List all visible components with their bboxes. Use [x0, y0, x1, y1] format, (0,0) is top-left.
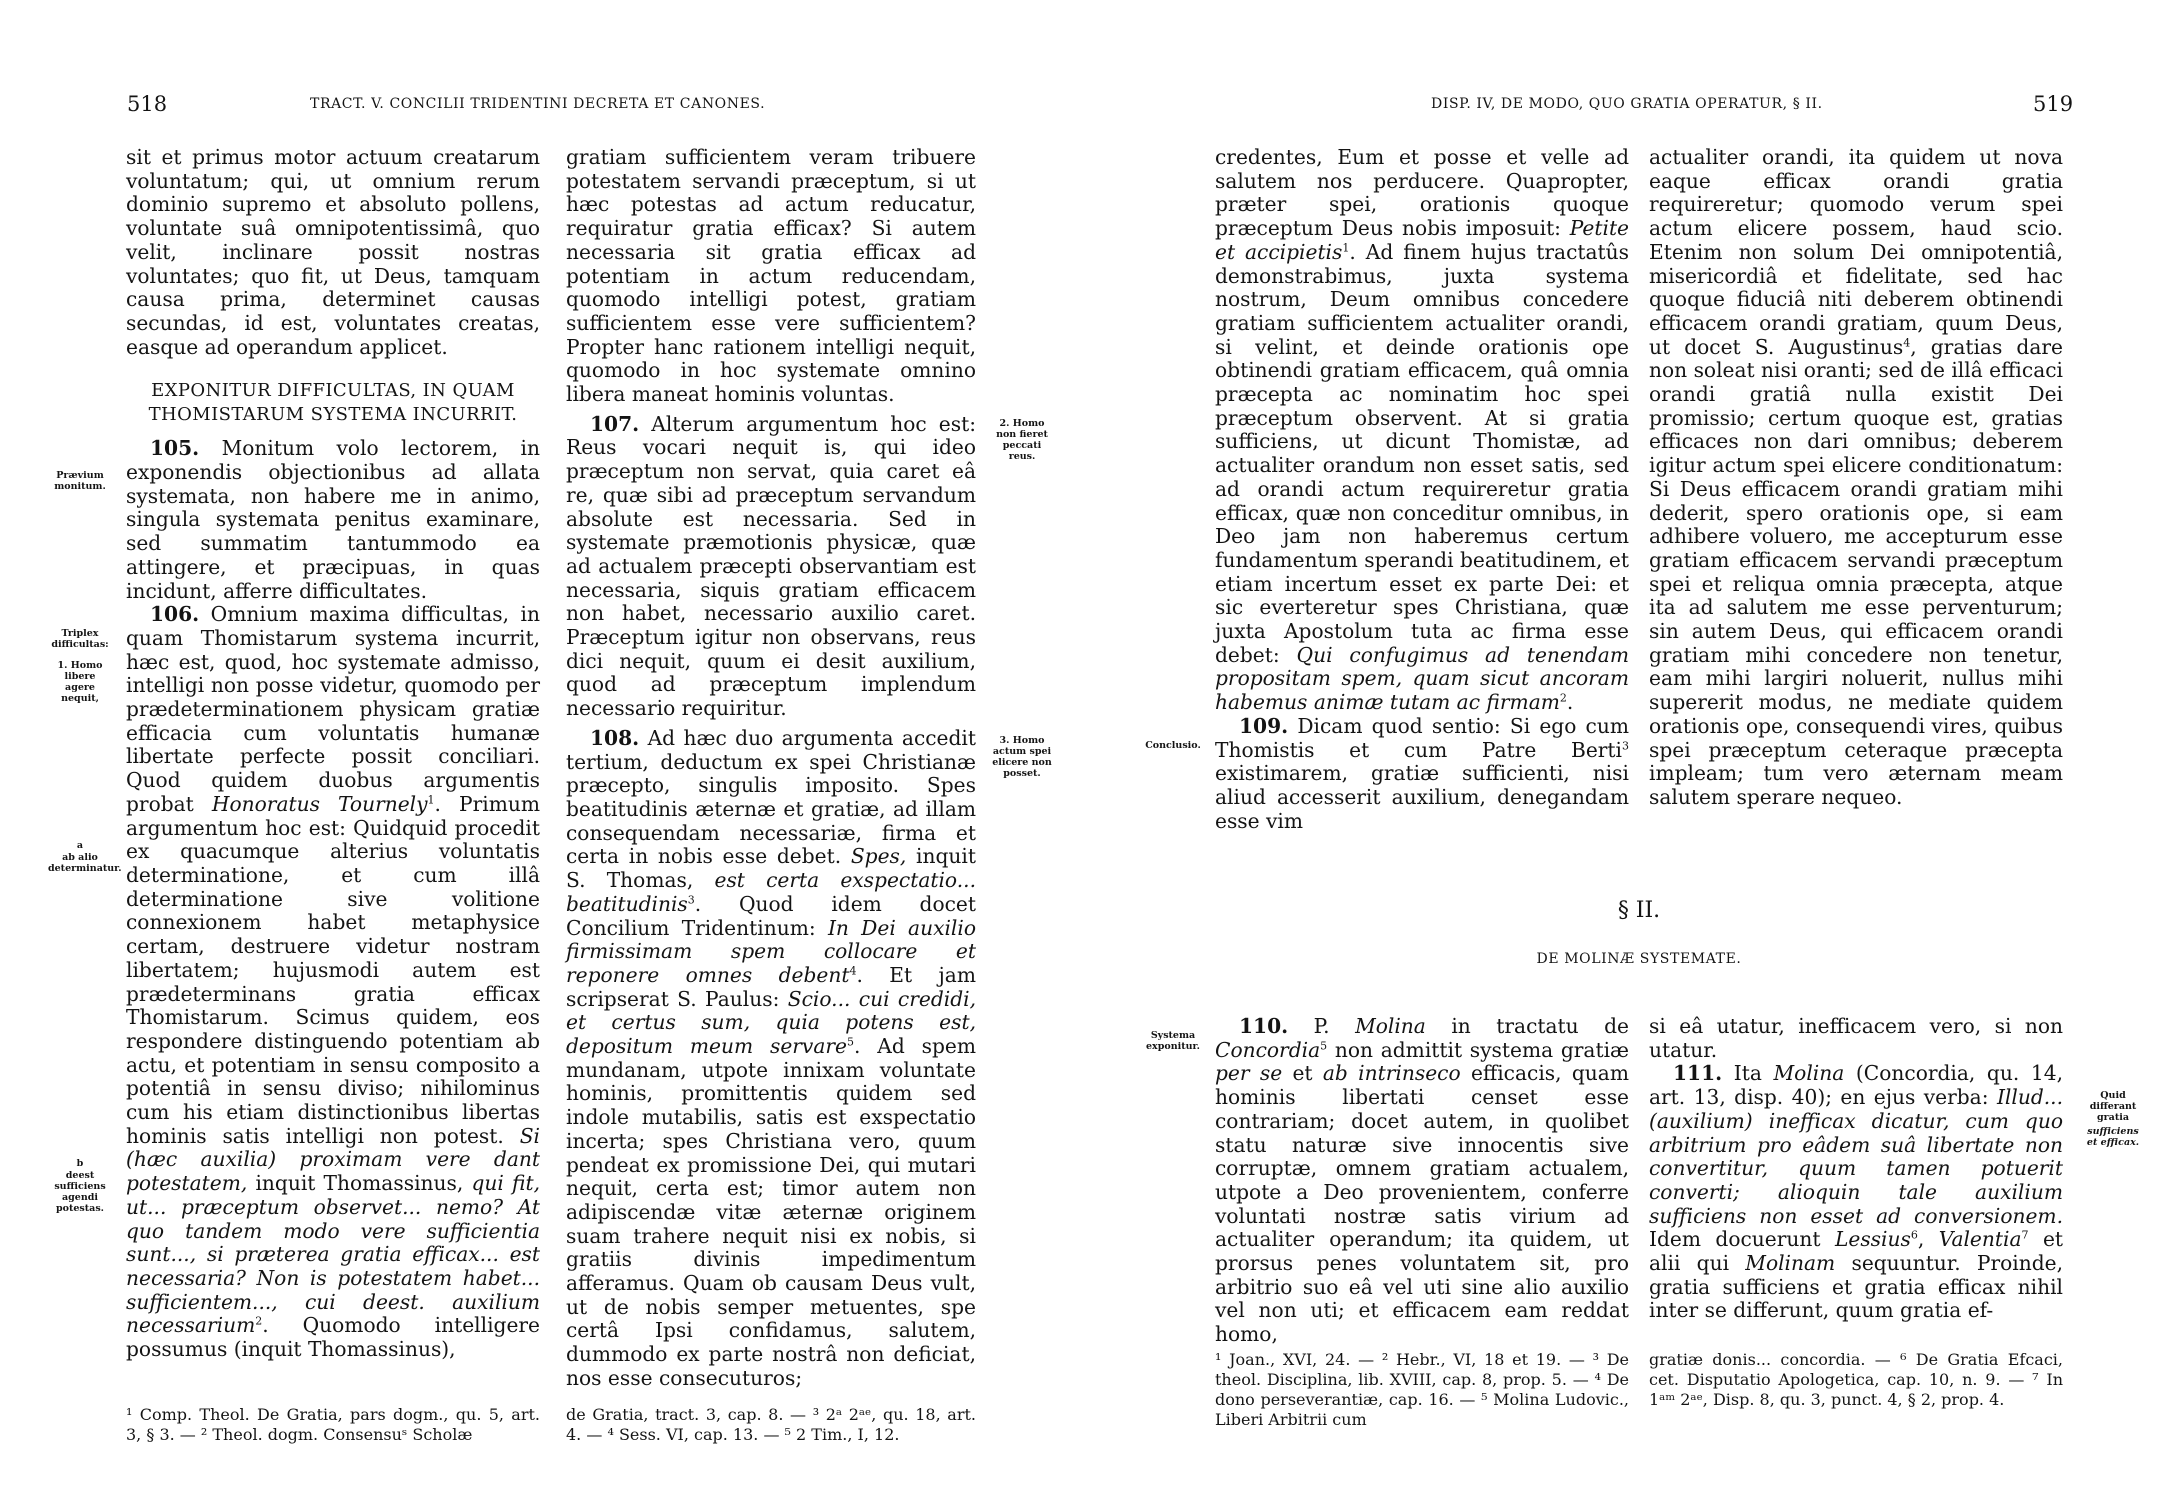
paragraph-110 [1215, 1015, 1629, 1347]
quotation: Si (hæc auxilia) proximam vere dant potestatem, [126, 1123, 540, 1196]
paragraph-number: 110. [1239, 1014, 1289, 1038]
running-title: DISP. IV, DE MODO, QUO GRATIA OPERATUR, § II. [1431, 96, 1823, 112]
right-column-3 [1215, 1015, 1629, 1347]
paragraph-107 [566, 413, 976, 721]
left-column-2 [566, 146, 976, 1391]
paragraph-text: Ad hæc duo argumenta accedit tertium, deductum ex spei Christianæ præcepto, singulis imposito. Spes beatitudinis æternæ et gratiæ, ad illam consequendam necessariæ, firma et certa in nobis esse debet. [566, 725, 976, 869]
keyword: Spes, [850, 844, 907, 869]
author-name: Honoratus Tournely [211, 791, 428, 816]
right-column-2 [1649, 146, 2063, 810]
paragraph: credentes, Eum et posse et velle ad salutem nos perducere. Quapropter, præter spei, orationis quoque præceptum Deus nobis imposuit: Petite et accipietis$^1$. Ad finem hujus tractatûs demonstrabimus, juxta systema nostrum, Deum omnibus concedere gratiam sufficientem actualiter orandi, si velint, et deinde orationis ope obtinendi gratiam efficacem, quâ omnia præcepta ac nominatim hoc spei præceptum observent. At si gratia sufficiens, ut dicunt Thomistæ, ad actualiter orandum non esset satis, sed ad orandi actum requireretur gratia efficax, quæ non conceditur omnibus, in Deo jam non haberemus certum fundamentum sperandi beatitudinem, et etiam incertum esset ex parte Dei: et sic everteretur spes Christiana, quæ juxta Apostolum tuta ac firma esse debet: Qui confugimus ad tenendam propositam spem, quam sicut ancoram habemus animæ tutam ac firmam$^2$. [1215, 145, 1630, 715]
paragraph-text: et [1292, 1061, 1313, 1086]
margin-note: Systema exponitur. [1146, 1030, 1200, 1052]
quotation: Scio... cui credidi, et certus sum, quia potens est, depositum meum servare [566, 986, 977, 1059]
page-number: 518 [127, 92, 168, 116]
paragraph-text: existimarem, gratiæ sufficienti, nisi aliud accesserit auxilium, denegandam esse vim [1215, 761, 1629, 833]
paragraph-number: 107. [590, 411, 640, 436]
margin-note: Quid differant gratia [2089, 1090, 2137, 1123]
paragraph-text: (Concordia, qu. 14, art. 13, disp. 40); en ejus verba: [1649, 1061, 2063, 1110]
left-column-1 [126, 146, 540, 1362]
paragraph-text: . Et jam scripserat S. Paulus: [566, 962, 976, 1011]
paragraph-text: . Primum argumentum hoc est: Quidquid procedit ex quacumque alterius voluntatis determinatione, et cum illâ determinatione sive volitione connexionem habet metaphysice certam, destruere videtur nostram libertatem; hujusmodi autem est prædeterminans gratia efficax Thomistarum. Scimus quidem, eos respondere distinguendo potentiam ab actu, et potentiam in sensu composito a potentiâ in sensu diviso; nihilominus cum his etiam distinctionibus libertas hominis satis intelligi non potest. [126, 791, 541, 1148]
paragraph-number: 111. [1673, 1061, 1723, 1086]
paragraph-text: sequuntur. Proinde, gratia sufficiens et gratia efficax nihil inter se differunt, quum gratia ef- [1649, 1251, 2064, 1323]
footnote-ref: 2 [1559, 691, 1567, 705]
paragraph-number: 108. [590, 725, 640, 750]
paragraph: gratiam sufficientem veram tribuere potestatem servandi præceptum, si ut hæc potestas ad actum reducatur, requiratur gratia efficax? Si autem necessaria sit gratia efficax ad potentiam in actum reducendam, quomodo intelligi potest, gratiam sufficientem esse vere sufficientem? Propter hanc rationem intelligi nequit, quomodo in hoc systemate omnino libera maneat hominis voluntas. [566, 145, 976, 407]
author-name: Valentia [1938, 1227, 2022, 1252]
footnote-ref: 4 [1903, 335, 1911, 349]
paragraph-number: 105. [150, 436, 200, 461]
paragraph-111: 111. Ita Molina (Concordia, qu. 14, art. 13, disp. 40); en ejus verba: Illud... (auxilium) inefficax dicatur, cum quo arbitrium pro eâdem suâ libertate non convertitur, quum tamen potuerit converti; alioquin tale auxilium sufficiens non esset ad conversionem. Idem docuerunt Lessius$^6$, Valentia$^7$ et alii qui Molinam sequuntur. Proinde, gratia sufficiens et gratia efficax nihil inter se differunt, quum gratia ef- [1649, 1061, 2064, 1323]
running-title: TRACT. V. CONCILII TRIDENTINI DECRETA ET CANONES. [310, 96, 766, 112]
author-name: Lessius [1834, 1227, 1911, 1252]
margin-note: 3. Homo actum spei elicere non posset. [992, 735, 1052, 779]
page-number: 519 [2033, 92, 2074, 116]
margin-note: deest sufficiens agendi potestas. [54, 1170, 106, 1214]
margin-note: 2. Homo non fieret peccati reus. [996, 418, 1048, 462]
footnote-text: ¹ Comp. Theol. De Gratia, pars dogm., qu. 5, art. 3, § 3. — ² Theol. dogm. Consensuˢ Scholæ [126, 1405, 540, 1444]
keyword: per se [1215, 1061, 1283, 1086]
margin-note: Prævium monitum. [54, 470, 106, 492]
author-name: Molinam [1745, 1251, 1836, 1276]
paragraph-text: Ita [1733, 1061, 1762, 1086]
paragraph-text: credentes, Eum et posse et velle ad salutem nos perducere. Quapropter, præter spei, orationis quoque præceptum Deus nobis imposuit: [1215, 145, 1629, 241]
paragraph-text: et alii qui [1649, 1227, 2063, 1276]
paragraph [1649, 146, 2063, 810]
paragraph-text: actualiter orandi, ita quidem ut nova eaque efficax orandi gratia requireretur; quomodo verum spei actum elicere possem, haud scio. Etenim non solum Dei omnipotentiâ, misericordiâ et fidelitate, sed hac quoque fiduciâ niti deberem obtinendi efficacem orandi gratiam, quum Deus, ut docet S. Augustinus [1649, 145, 2063, 359]
paragraph-text: . Ad finem hujus tractatûs demonstrabimus, juxta systema nostrum, Deum omnibus concedere gratiam sufficientem actualiter orandi, si velint, et deinde orationis ope obtinendi gratiam efficacem, quâ omnia præcepta ac nominatim hoc spei præceptum observent. At si gratia sufficiens, ut dicunt Thomistæ, ad actualiter orandum non esset satis, sed ad orandi actum requireretur gratia efficax, quæ non conceditur omnibus, in Deo jam non haberemus certum fundamentum sperandi beatitudinem, et etiam incertum esset ex parte Dei: et sic everteretur spes Christiana, quæ juxta Apostolum tuta ac firma esse debet: [1215, 239, 1629, 667]
quotation: Petite et accipietis [1215, 216, 1630, 264]
right-column-4 [1649, 1015, 2063, 1323]
footnotes [126, 1405, 540, 1445]
paragraph-106 [126, 603, 540, 1362]
quotation: Illud... (auxilium) inefficax dicatur, cum quo arbitrium pro eâdem suâ libertate non convertitur, quum tamen potuerit converti; alioquin tale auxilium sufficiens non esset ad conversionem. [1649, 1085, 2064, 1228]
paragraph: sit et primus motor actuum creatarum voluntatum; qui, ut omnium rerum dominio supremo et absoluto pollens, voluntate suâ omnipotentissimâ, quo velit, inclinare possit nostras voluntates; quo fit, ut Deus, tamquam causa prima, determinet causas secundas, id est, voluntates creatas, easque ad operandum applicet. [126, 145, 540, 359]
section-heading: EXPONITUR DIFFICULTAS, IN QUAM THOMISTARUM SYSTEMA INCURRIT. [148, 380, 518, 426]
footnote-ref: 2 [255, 1314, 263, 1328]
quotation: est certa exspectatio... beatitudinis [566, 868, 976, 916]
paragraph-text: , gratias dare non soleat nisi oranti; sed de illâ efficaci orandi gratiâ nulla existit Dei promissio; certum quoque est, gratias efficaces non dari omnibus; deberem igitur actum spei elicere conditionatum: Si Deus efficacem orandi gratiam mihi dederit, spero orationis ope, si eam adhibere voluero, me accepturum esse gratiam efficacem servandi præceptum spei et reliqua omnia præcepta, atque ita ad salutem me esse perventurum; sin autem Deus, qui efficacem orandi gratiam mihi concedere non tenetur, eam mihi largiri noluerit, nullus mihi supererit modus, ne mediate quidem orationis ope, consequendi vires, quibus spei præceptum ceteraque præcepta impleam; tum vero æternam meam salutem sperare nequeo. [1649, 334, 2063, 809]
margin-note: Triplex difficultas: [51, 628, 109, 650]
margin-note: 1. Homo libere agere nequit, [57, 660, 103, 704]
footnote-ref: 5 [1320, 1038, 1328, 1052]
paragraph-text: in tractatu de [1451, 1014, 1629, 1038]
footnotes [1649, 1350, 2063, 1410]
paragraph-number: 109. [1239, 713, 1289, 738]
paragraph-text: Omnium maxima difficultas, in quam Thomistarum systema incurrit, hæc est, quod, hoc systemate admisso, intelligi non posse videtur, quomodo per prædeterminationem physicam gratiæ efficacia cum voluntatis humanæ libertate perfecte possit conciliari. Quod quidem duobus argumentis probat [126, 602, 540, 816]
right-column-1 [1215, 146, 1629, 833]
paragraph-text: Monitum volo lectorem, in exponendis objectionibus ad allata systemata, non habere me in animo, singula systemata penitus examinare, sed summatim tantummodo ea attingere, et præcipuas, in quas incidunt, afferre difficultates. [126, 436, 540, 603]
paragraph-text: P. [1313, 1014, 1330, 1038]
paragraph-text: Dicam quod sentio: Si ego cum Thomistis et cum Patre Berti [1215, 713, 1629, 762]
footnote-ref: 1 [427, 793, 435, 807]
footnote-ref: 3 [687, 893, 695, 907]
quotation: qui fit, ut... præceptum observet... nemo? At quo tandem modo vere sufficientia sunt..., si præterea gratia efficax... est necessaria? Non is potestatem habet... sufficientem..., cui deest. auxilium necessarium [126, 1171, 541, 1338]
paragraph-text: efficacis, quam hominis libertati censet esse contrariam; docet autem, in quolibet statu naturæ sive innocentis sive corruptæ, omnem gratiam actualem, utpote a Deo provenientem, conferre voluntati nostræ satis virium ad actualiter operandum; ita quidem, ut prorsus penes voluntatem sit, pro arbitrio suo eâ vel uti sine alio auxilio vel non uti; et efficacem eam reddat homo, [1215, 1061, 1629, 1347]
footnote-text: de Gratia, tract. 3, cap. 8. — ³ 2ᵃ 2ᵃᵉ, qu. 18, art. 4. — ⁴ Sess. VI, cap. 13. — ⁵ 2 Tim., I, 12. [566, 1405, 976, 1444]
margin-note-letter: a [76, 840, 84, 851]
paragraph-105 [126, 437, 540, 603]
paragraph-text: . Quomodo intelligere possumus (inquit Thomassinus), [126, 1313, 540, 1362]
margin-note-letter: b [76, 1158, 84, 1169]
paragraph-text: . Quod idem docet Concilium Tridentinum: [566, 891, 976, 940]
author-name: Molina [1355, 1014, 1426, 1038]
footnotes [1215, 1350, 1629, 1430]
section-symbol: § II. [1617, 898, 1661, 923]
footnote-ref: 7 [2021, 1228, 2029, 1242]
paragraph-text: non admittit systema gratiæ [1334, 1037, 1630, 1062]
quotation: Qui confugimus ad tenendam propositam spem, quam sicut ancoram habemus animæ tutam ac firmam [1215, 642, 1629, 715]
footnote-ref: 3 [1622, 738, 1629, 752]
paragraph-text: Idem docuerunt [1649, 1227, 1821, 1252]
footnote-text: ¹ Joan., XVI, 24. — ² Hebr., VI, 18 et 19. — ³ De theol. Disciplina, lib. XVIII, cap. 8, prop. 5. — ⁴ De dono perseverantiæ, cap. 16. — ⁵ Molina Ludovic., Liberi Arbitrii cum [1215, 1350, 1629, 1429]
author-name: Molina [1773, 1061, 1845, 1086]
section-title: DE MOLINÆ SYSTEMATE. [1536, 951, 1742, 967]
margin-note: ab alio determinatur. [48, 852, 122, 874]
paragraph-number: 106. [150, 602, 200, 627]
keyword: ab intrinseco [1322, 1061, 1461, 1086]
margin-note: Conclusio. [1145, 740, 1201, 751]
paragraph: si eâ utatur, inefficacem vero, si non utatur. [1649, 1014, 2063, 1062]
right-page [1091, 0, 2182, 1500]
margin-note [2081, 1126, 2145, 1148]
footnotes [566, 1405, 976, 1445]
paragraph-text: Alterum argumentum hoc est: Reus vocari nequit is, qui ideo præceptum non servat, quia caret eâ re, quæ sibi ad præceptum servandum absolute est necessaria. Sed in systemate præmotionis physicæ, quæ ad actualem præcepti observantiam est necessaria, siquis gratiam efficacem non habet, necessario auxilio caret. Præceptum igitur non observans, reus dici nequit, quum ei desit auxilium, quod ad præceptum implendum necessario requiritur. [566, 411, 976, 721]
footnote-text: gratiæ donis... concordia. — ⁶ De Gratia Efcaci, cet. Disputatio Apologetica, cap. 10, n. 9. — ⁷ In 1ᵃᵐ 2ᵃᵉ, Disp. 8, qu. 3, punct. 4, § 2, prop. 4. [1649, 1350, 2063, 1409]
work-title: Concordia [1215, 1037, 1321, 1062]
footnote-ref: 1 [1342, 241, 1350, 255]
paragraph-108 [566, 727, 976, 1391]
footnote-ref: 4 [849, 964, 857, 978]
quotation: In Dei auxilio firmissimam spem collocare et reponere omnes debent [566, 915, 976, 987]
footnote-ref: 6 [1910, 1228, 1918, 1242]
paragraph-109 [1215, 715, 1629, 834]
paragraph-text: . Ad spem mundanam, utpote innixam voluntate hominis, promittentis quidem sed indole mutabilis, satis est exspectatio incerta; spes Christiana vero, quum pendeat ex promissione Dei, qui mutari nequit, certa est; timor autem non adipiscendæ vitæ æternæ originem suam trahere nequit nisi ex nobis, si gratiis divinis impedimentum afferamus. Quam ob causam Deus vult, ut de nobis semper metuentes, spe certâ Ipsi confidamus, salutem, dummodo ex parte nostrâ non deficiat, nos esse consecuturos; [566, 1034, 976, 1390]
margin-note-italic: sufficiens et efficax. [2086, 1126, 2140, 1148]
paragraph-text: inquit S. Thomas, [566, 844, 976, 893]
paragraph-text: inquit Thomassinus, [255, 1171, 464, 1196]
footnote-ref: 5 [846, 1035, 854, 1049]
